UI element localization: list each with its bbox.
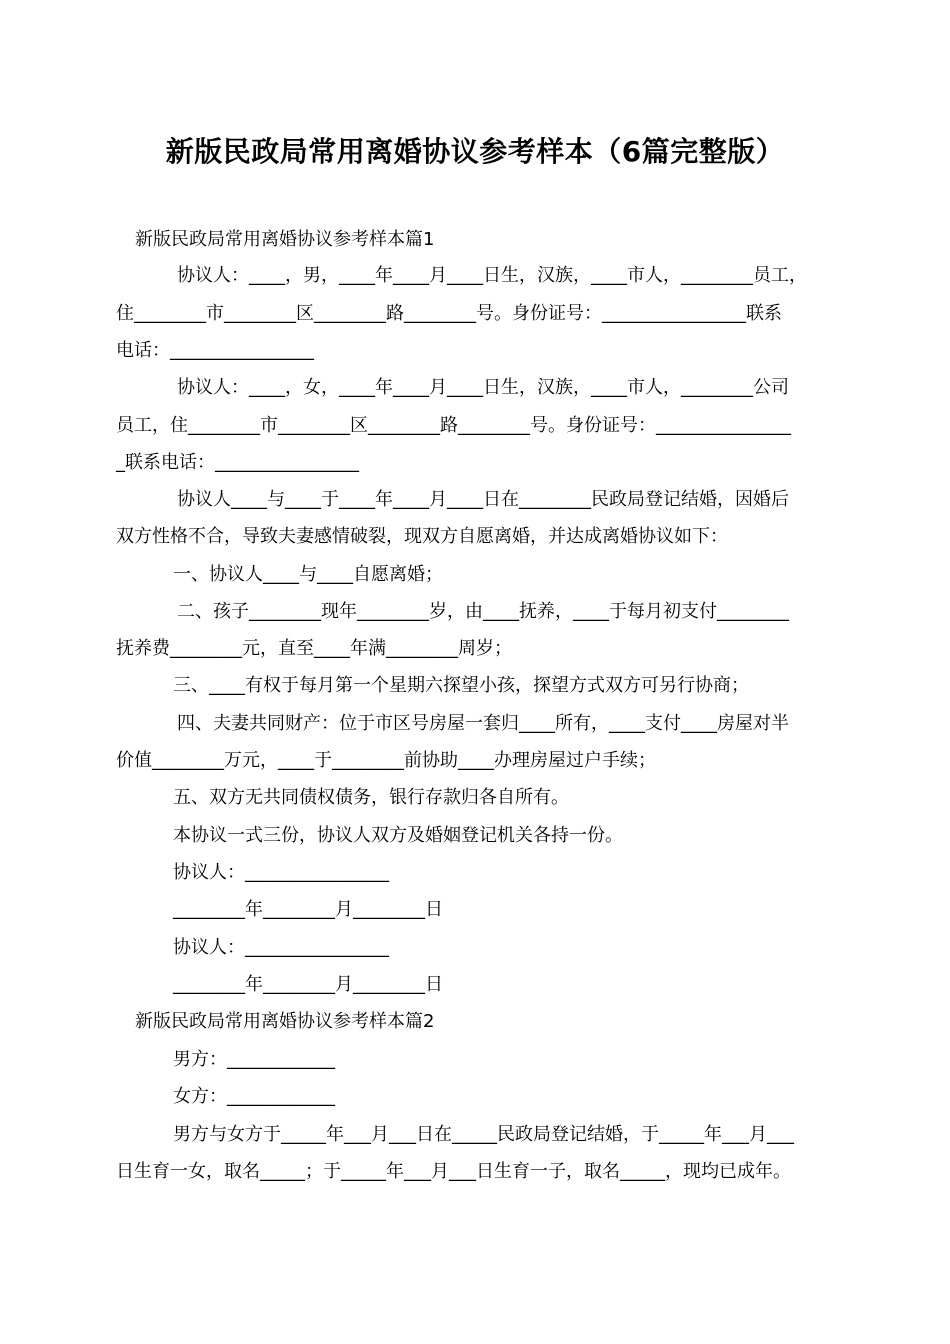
section-heading-2: 新版民政局常用离婚协议参考样本篇2 [135, 1011, 435, 1032]
party-a-info-line-3: 电话：________________ [116, 340, 314, 361]
female-party-line: 女方：____________ [173, 1086, 335, 1107]
clause-1: 一、协议人____与____自愿离婚； [173, 564, 443, 585]
clause-2-line-2: 抚养费________元，直至____年满________周岁； [116, 638, 512, 659]
signature-date-2: ________年________月________日 [173, 974, 443, 995]
signature-party-1: 协议人：________________ [173, 862, 389, 883]
section-heading-1: 新版民政局常用离婚协议参考样本篇1 [135, 229, 435, 250]
party-b-info-line-3: _联系电话：________________ [116, 452, 359, 473]
party-a-info-line-2: 住________市________区________路________号。身份证号：________________联系 [116, 303, 782, 324]
clause-4-line-1: 四、夫妻共同财产：位于市区号房屋一套归____所有，____支付____房屋对半 [177, 713, 789, 734]
clause-4-line-2: 价值________万元，____于________前协助____办理房屋过户手续； [116, 750, 656, 771]
marriage-children-line-2: 日生育一女，取名_____；于_____年___月___日生育一子，取名_____，现均已成年。 [116, 1161, 791, 1182]
party-a-info-line-1: 协议人：____，男，____年____月____日生，汉族，____市人，________员工， [177, 265, 807, 286]
party-b-info-line-2: 员工，住________市________区________路________号。身份证号：_______________ [116, 415, 791, 436]
document-title: 新版民政局常用离婚协议参考样本（6篇完整版） [165, 135, 785, 168]
marriage-statement-line-1: 协议人____与____于____年____月____日在________民政局登记结婚，因婚后 [177, 489, 789, 510]
signature-date-1: ________年________月________日 [173, 899, 443, 920]
copies-statement: 本协议一式三份，协议人双方及婚姻登记机关各持一份。 [173, 825, 623, 846]
marriage-statement-line-2: 双方性格不合，导致夫妻感情破裂，现双方自愿离婚，并达成离婚协议如下： [116, 526, 728, 547]
signature-party-2: 协议人：________________ [173, 937, 389, 958]
clause-2-line-1: 二、孩子________现年________岁，由____抚养，____于每月初支付________ [177, 601, 789, 622]
male-party-line: 男方：____________ [173, 1049, 335, 1070]
party-b-info-line-1: 协议人：____，女，____年____月____日生，汉族，____市人，________公司 [177, 377, 789, 398]
clause-5: 五、双方无共同债权债务，银行存款归各自所有。 [173, 787, 569, 808]
clause-3: 三、____有权于每月第一个星期六探望小孩，探望方式双方可另行协商； [173, 675, 749, 696]
marriage-children-line-1: 男方与女方于_____年___月___日在_____民政局登记结婚，于_____年___月___ [173, 1124, 794, 1145]
